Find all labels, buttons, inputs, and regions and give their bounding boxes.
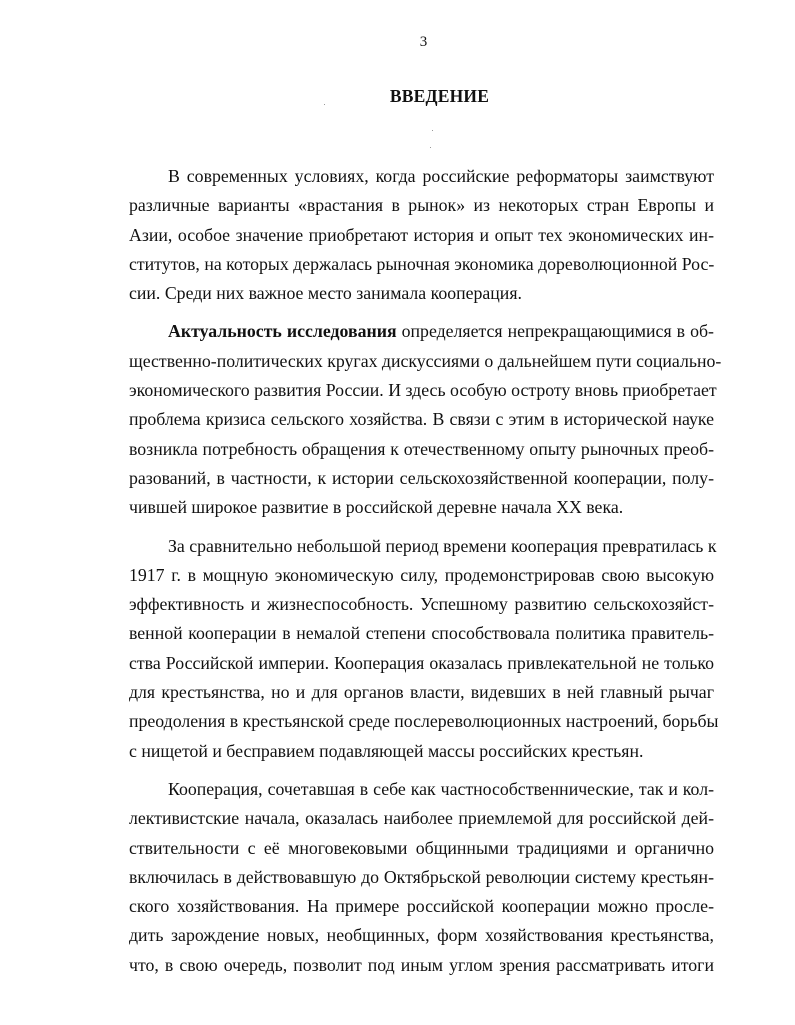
text-line: Кооперация, сочетавшая в себе как частнособственнические, так и кол- (168, 778, 714, 799)
text-line: включилась в действовавшую до Октябрьской революции систему крестьян- (129, 866, 714, 887)
text-line: проблема кризиса сельского хозяйства. В связи с этим в исторической науке (129, 409, 714, 430)
text-line: ского хозяйствования. На примере российской кооперации можно просле- (129, 896, 714, 917)
text-line: эффективность и жизнеспособность. Успешному развитию сельскохозяйст- (129, 594, 714, 615)
text-line: сии. Среди них важное место занимала кооперация. (129, 283, 522, 304)
text-line: преодоления в крестьянской среде послереволюционных настроений, борьбы (129, 711, 719, 732)
scan-speck (324, 104, 325, 105)
text-line: чившей широкое развитие в российской деревне начала XX века. (129, 497, 624, 518)
text-line (129, 317, 714, 346)
section-heading: ВВЕДЕНИЕ (389, 86, 490, 106)
text-line: щественно-политических кругах дискуссиями о дальнейшем пути социально- (129, 350, 722, 371)
text-line: экономического развития России. И здесь особую остроту вновь приобретает (129, 380, 717, 401)
text-line: ства Российской империи. Кооперация оказалась привлекательной не только (129, 652, 714, 673)
document-body (129, 162, 722, 980)
text-line: ствительности с её многовековыми общинными традициями и органично (129, 837, 714, 858)
text-line: За сравнительно небольшой период времени кооперация превратилась к (168, 535, 717, 556)
text-line: лективистские начала, оказалась наиболее приемлемой для российской дей- (129, 808, 714, 829)
text-line: с нищетой и бесправием подавляющей массы российских крестьян. (129, 740, 644, 761)
paragraph-cooperation-nature (129, 775, 714, 980)
text-line: В современных условиях, когда российские реформаторы заимствуют (168, 166, 714, 186)
text-line: ститутов, на которых держалась рыночная экономика дореволюционной Рос- (129, 253, 715, 274)
scan-speck (430, 147, 431, 148)
text-line: возникла потребность обращения к отечественному опыту рыночных преоб- (129, 438, 714, 459)
paragraph-relevance (129, 317, 722, 522)
scan-speck (432, 130, 433, 131)
text-line: различные варианты «врастания в рынок» из некоторых стран Европы и (129, 195, 714, 216)
bold-lead: Актуальность исследования (168, 321, 397, 342)
text-line-rest: определяется непрекращающимися в об- (396, 321, 714, 342)
text-line: дить зарождение новых, необщинных, форм хозяйствования крестьянства, (129, 925, 714, 946)
text-line: разований, в частности, к истории сельскохозяйственной кооперации, полу- (129, 467, 714, 488)
text-line: для крестьянства, но и для органов власти, видевших в ней главный рычаг (129, 682, 714, 703)
paragraph-intro (129, 162, 714, 308)
text-line: Азии, особое значение приобретают история и опыт тех экономических ин- (129, 224, 714, 245)
paragraph-cooperation-growth (129, 532, 719, 766)
page-number: 3 (419, 34, 428, 50)
text-line: венной кооперации в немалой степени способствовала политика правитель- (129, 623, 714, 644)
text-line: 1917 г. в мощную экономическую силу, продемонстрировав свою высокую (129, 564, 714, 585)
text-line: что, в свою очередь, позволит под иным углом зрения рассматривать итоги (129, 954, 714, 975)
